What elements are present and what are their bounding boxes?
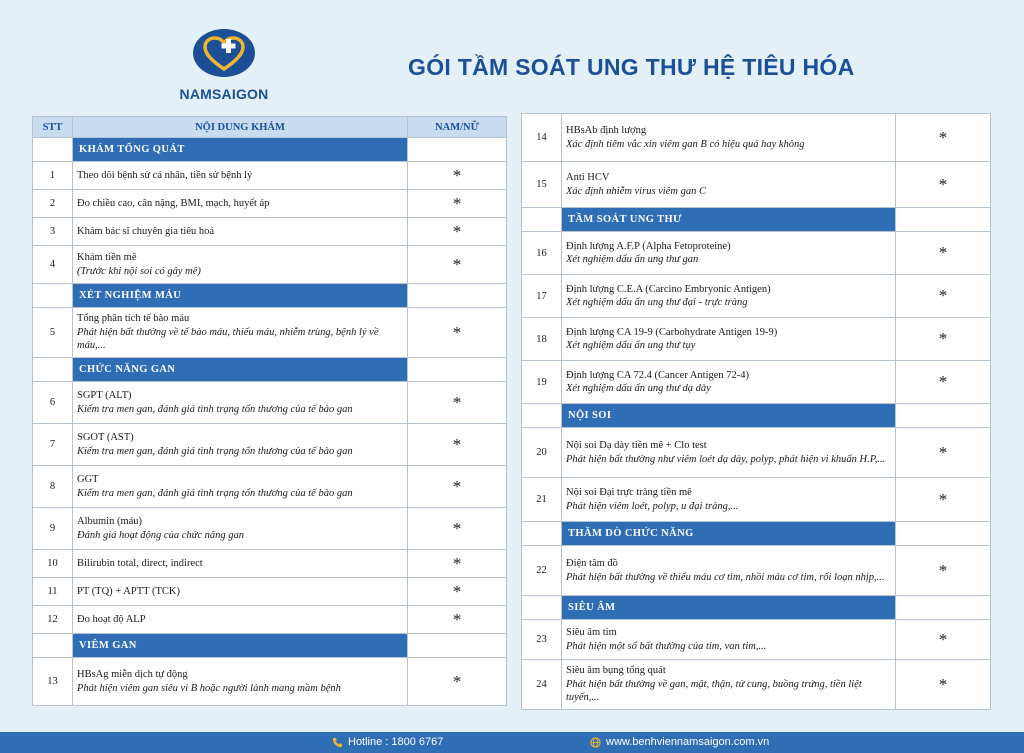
row-stt: 15 <box>522 162 562 208</box>
section-row <box>33 358 507 382</box>
row-note: Phát hiện bất thường về thiếu máu cơ tim, nhồi máu cơ tim, rối loạn nhịp,... <box>566 571 885 583</box>
section-row <box>33 634 507 658</box>
section-title: CHỨC NĂNG GAN <box>73 358 408 382</box>
row-stt: 6 <box>33 382 73 424</box>
row-stt: 18 <box>522 318 562 361</box>
section-title: XÉT NGHIỆM MÁU <box>73 284 408 308</box>
table-row <box>33 246 507 284</box>
table-row <box>33 606 507 634</box>
header-stt: STT <box>33 117 73 138</box>
row-mark: * <box>408 658 507 706</box>
row-name: Nội soi Dạ dày tiền mê + Clo test <box>566 440 707 451</box>
table-row <box>33 308 507 358</box>
row-note: Phát hiện một số bất thường của tim, van tim,... <box>566 640 767 652</box>
row-note: Xét nghiệm dấu ấn ung thư đại - trực tràng <box>566 297 748 308</box>
header-content: NỘI DUNG KHÁM <box>73 117 408 138</box>
table-row <box>522 620 991 660</box>
row-mark: * <box>408 606 507 634</box>
row-name: Khám tiền mê <box>77 252 137 263</box>
row-name: Đo chiều cao, cân nặng, BMI, mạch, huyết áp <box>77 197 270 209</box>
row-name: Theo dõi bệnh sử cá nhân, tiền sử bệnh lý <box>77 169 253 181</box>
website-link[interactable] <box>590 736 769 748</box>
row-note: Xét nghiệm dấu ấn ung thư dạ dày <box>566 383 711 394</box>
row-name: Anti HCV <box>566 172 610 183</box>
section-row <box>522 208 991 232</box>
row-name: Siêu âm tim <box>566 627 617 638</box>
row-note: (Trước khi nội soi có gây mê) <box>77 265 201 277</box>
table-row <box>33 218 507 246</box>
section-title: VIÊM GAN <box>73 634 408 658</box>
website-text: www.benhviennamsaigon.com.vn <box>606 736 770 748</box>
row-mark: * <box>408 382 507 424</box>
exam-table-right <box>521 113 991 710</box>
hotline[interactable] <box>332 736 443 748</box>
table-row <box>522 478 991 522</box>
row-note: Phát hiện bất thường về tế bào máu, thiếu máu, nhiễm trùng, bệnh lý về máu,... <box>77 326 379 352</box>
table-row <box>522 162 991 208</box>
row-name: SGOT (AST) <box>77 432 134 443</box>
row-note: Phát hiện viêm loét, polyp, u đại tràng,... <box>566 500 739 512</box>
row-stt: 22 <box>522 546 562 596</box>
row-stt: 23 <box>522 620 562 660</box>
table-row <box>33 382 507 424</box>
table-row <box>522 428 991 478</box>
row-name: HBsAg miễn dịch tự động <box>77 669 188 680</box>
row-name: Bilirubin total, direct, indirect <box>77 557 203 569</box>
header-gender: NAM/NỮ <box>408 117 507 138</box>
row-note: Kiểm tra men gan, đánh giá tình trạng tổn thương của tế bào gan <box>77 487 353 499</box>
row-mark: * <box>896 162 991 208</box>
row-stt: 4 <box>33 246 73 284</box>
section-title: KHÁM TỔNG QUÁT <box>73 138 408 162</box>
row-mark: * <box>408 508 507 550</box>
row-note: Xét nghiệm dấu ấn ung thư tụy <box>566 340 696 351</box>
page-title: GÓI TẦM SOÁT UNG THƯ HỆ TIÊU HÓA <box>408 54 855 80</box>
row-name: SGPT (ALT) <box>77 390 132 401</box>
row-mark: * <box>408 190 507 218</box>
table-row <box>522 318 991 361</box>
row-stt: 9 <box>33 508 73 550</box>
row-note: Phát hiện bất thường như viêm loét dạ dày, polyp, phát hiện vi khuẩn H.P,... <box>566 453 886 465</box>
row-name: Nội soi Đại trực tràng tiền mê <box>566 487 692 498</box>
phone-icon <box>332 737 343 748</box>
row-mark: * <box>408 550 507 578</box>
row-stt: 19 <box>522 361 562 404</box>
row-mark: * <box>408 578 507 606</box>
table-row <box>33 508 507 550</box>
row-stt: 12 <box>33 606 73 634</box>
row-mark: * <box>408 308 507 358</box>
row-stt: 8 <box>33 466 73 508</box>
row-name: Định lượng CA 72.4 (Cancer Antigen 72-4) <box>566 369 750 381</box>
row-stt: 17 <box>522 275 562 318</box>
row-note: Xác định tiêm vắc xin viêm gan B có hiệu quả hay không <box>566 138 805 150</box>
row-mark: * <box>408 162 507 190</box>
row-name: PT (TQ) + APTT (TCK) <box>77 585 180 597</box>
row-stt: 3 <box>33 218 73 246</box>
table-row <box>33 658 507 706</box>
row-mark: * <box>896 428 991 478</box>
row-name: HBsAb định lượng <box>566 125 647 136</box>
section-row <box>522 404 991 428</box>
row-name: Điện tâm đồ <box>566 558 618 569</box>
heart-cross-icon <box>192 28 256 78</box>
section-title: THĂM DÒ CHỨC NĂNG <box>562 522 896 546</box>
row-stt: 24 <box>522 660 562 710</box>
row-note: Kiểm tra men gan, đánh giá tình trạng tổn thương của tế bào gan <box>77 445 353 457</box>
row-mark: * <box>896 546 991 596</box>
exam-table-left <box>32 116 507 706</box>
row-mark: * <box>896 660 991 710</box>
table-row <box>33 424 507 466</box>
section-row <box>522 522 991 546</box>
table-row <box>33 466 507 508</box>
globe-icon <box>590 737 601 748</box>
table-row <box>33 190 507 218</box>
section-title: SIÊU ÂM <box>562 596 896 620</box>
row-note: Xác định nhiễm virus viêm gan C <box>566 185 706 197</box>
row-stt: 14 <box>522 114 562 162</box>
row-note: Phát hiện viêm gan siêu vi B hoặc người lành mang mầm bệnh <box>77 682 341 694</box>
row-mark: * <box>896 478 991 522</box>
row-mark: * <box>408 218 507 246</box>
table-row <box>522 114 991 162</box>
row-stt: 21 <box>522 478 562 522</box>
table-row <box>33 578 507 606</box>
row-stt: 20 <box>522 428 562 478</box>
table-row <box>33 550 507 578</box>
row-mark: * <box>408 466 507 508</box>
row-mark: * <box>896 232 991 275</box>
row-stt: 13 <box>33 658 73 706</box>
row-name: Định lượng CA 19-9 (Carbohydrate Antigen 19-9) <box>566 326 778 338</box>
row-stt: 16 <box>522 232 562 275</box>
table-row <box>522 275 991 318</box>
row-name: Tổng phân tích tế bào máu <box>77 313 190 325</box>
table-row <box>522 660 991 710</box>
row-mark: * <box>896 114 991 162</box>
table-row <box>522 361 991 404</box>
row-mark: * <box>896 275 991 318</box>
row-note: Phát hiện bất thường về gan, mật, thận, tử cung, buồng trứng, tiền liệt tuyến,... <box>566 678 862 704</box>
row-note: Kiểm tra men gan, đánh giá tình trạng tổn thương của tế bào gan <box>77 403 353 415</box>
section-row <box>522 596 991 620</box>
row-mark: * <box>408 424 507 466</box>
section-title: TẦM SOÁT UNG THƯ <box>562 208 896 232</box>
row-mark: * <box>896 620 991 660</box>
hotline-text: Hotline : 1800 6767 <box>348 736 444 748</box>
row-stt: 2 <box>33 190 73 218</box>
row-stt: 10 <box>33 550 73 578</box>
row-stt: 5 <box>33 308 73 358</box>
logo <box>178 28 270 102</box>
table-row <box>522 546 991 596</box>
logo-text: NAMSAIGON <box>179 86 269 102</box>
row-name: GGT <box>77 474 99 485</box>
row-mark: * <box>408 246 507 284</box>
row-mark: * <box>896 318 991 361</box>
row-mark: * <box>896 361 991 404</box>
row-stt: 1 <box>33 162 73 190</box>
row-note: Đánh giá hoạt động của chức năng gan <box>77 529 245 541</box>
row-name: Siêu âm bụng tổng quát <box>566 665 666 677</box>
section-row <box>33 138 507 162</box>
section-title: NỘI SOI <box>562 404 896 428</box>
section-row <box>33 284 507 308</box>
row-name: Albumin (máu) <box>77 516 143 527</box>
row-name: Định lượng A.F.P (Alpha Fetoproteine) <box>566 240 731 252</box>
table-row <box>33 162 507 190</box>
row-name: Khám bác sĩ chuyên gia tiêu hoá <box>77 225 215 237</box>
row-note: Xét nghiệm dấu ấn ung thư gan <box>566 254 699 265</box>
table-header <box>33 117 507 138</box>
table-row <box>522 232 991 275</box>
footer-bar <box>0 732 1024 753</box>
row-stt: 11 <box>33 578 73 606</box>
row-stt: 7 <box>33 424 73 466</box>
row-name: Định lượng C.E.A (Carcino Embryonic Antigen) <box>566 283 771 295</box>
row-name: Đo hoạt độ ALP <box>77 613 146 625</box>
